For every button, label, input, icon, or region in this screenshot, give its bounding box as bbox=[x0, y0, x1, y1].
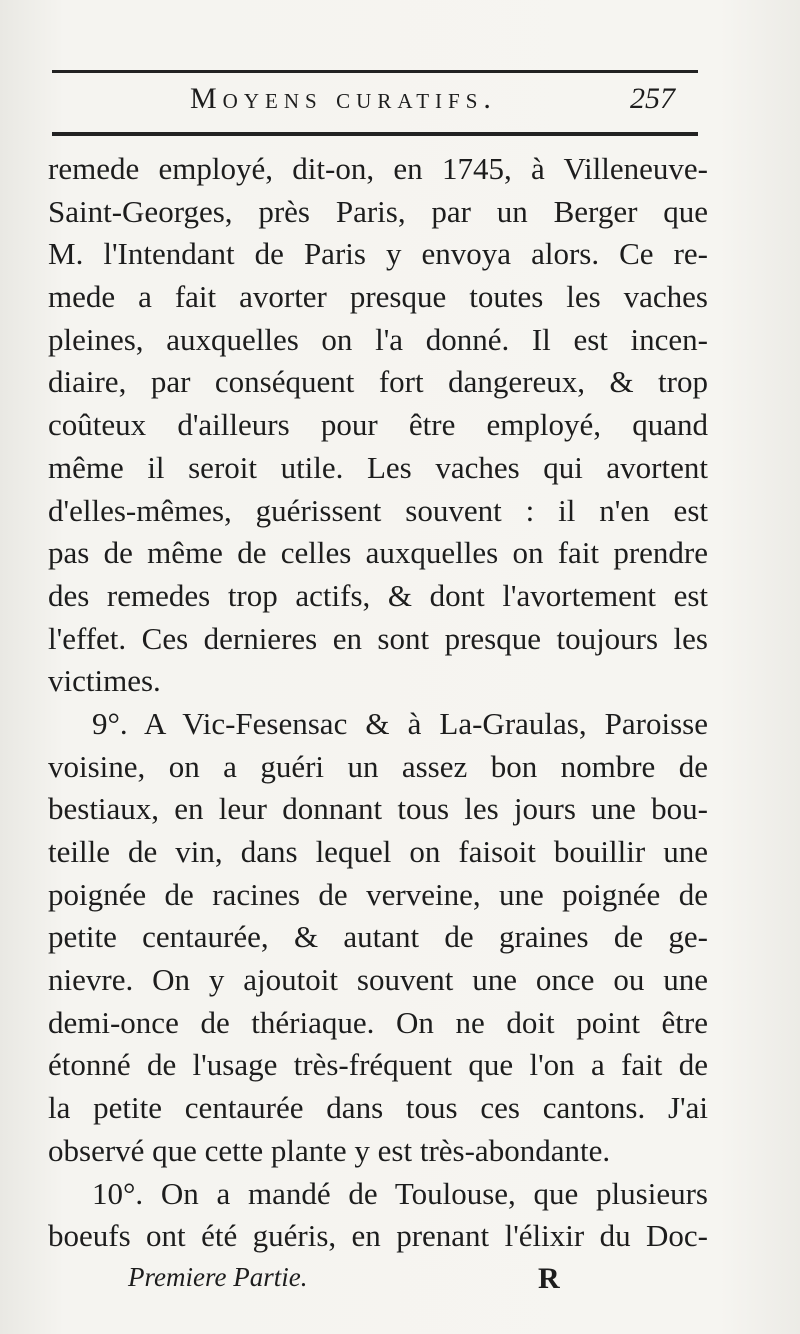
text-line: l'effet. Ces dernieres en sont presque toujours les bbox=[48, 620, 708, 656]
page-number: 257 bbox=[630, 82, 675, 115]
text-line: 10°. On a mandé de Toulouse, que plusieurs bbox=[92, 1175, 708, 1211]
header-rule-bottom bbox=[52, 132, 698, 136]
text-line: la petite centaurée dans tous ces cantons. J'ai bbox=[48, 1090, 708, 1126]
header-rule-top bbox=[52, 70, 698, 73]
text-line: demi-once de thériaque. On ne doit point être bbox=[48, 1004, 708, 1040]
text-line: poignée de racines de verveine, une poignée de bbox=[48, 876, 708, 912]
signature-mark: R bbox=[538, 1262, 560, 1295]
text-line: 9°. A Vic-Fesensac & à La-Graulas, Paroisse bbox=[92, 705, 708, 741]
text-line: d'elles-mêmes, guérissent souvent : il n'en est bbox=[48, 492, 708, 528]
text-line: des remedes trop actifs, & dont l'avortement est bbox=[48, 577, 708, 613]
signature-text: Premiere Partie. bbox=[128, 1262, 308, 1292]
text-line: pleines, auxquelles on l'a donné. Il est incen- bbox=[48, 321, 708, 357]
text-line: M. l'Intendant de Paris y envoya alors. Ce re- bbox=[48, 236, 708, 272]
text-line: bestiaux, en leur donnant tous les jours une bou- bbox=[48, 791, 708, 827]
text-line: même il seroit utile. Les vaches qui avortent bbox=[48, 449, 708, 485]
text-line: étonné de l'usage très-fréquent que l'on a fait de bbox=[48, 1047, 708, 1083]
text-line: diaire, par conséquent fort dangereux, & trop bbox=[48, 364, 708, 400]
text-line: nievre. On y ajoutoit souvent une once ou une bbox=[48, 962, 708, 998]
text-line: coûteux d'ailleurs pour être employé, quand bbox=[48, 407, 708, 443]
text-line: pas de même de celles auxquelles on fait prendre bbox=[48, 535, 708, 571]
text-line: petite centaurée, & autant de graines de ge- bbox=[48, 919, 708, 955]
body-text bbox=[48, 148, 708, 1258]
text-line: victimes. bbox=[48, 663, 161, 699]
running-title: Moyens curatifs. bbox=[190, 82, 497, 115]
text-line: remede employé, dit-on, en 1745, à Villeneuve- bbox=[48, 151, 708, 186]
text-line: Saint-Georges, près Paris, par un Berger que bbox=[48, 193, 708, 229]
text-line: voisine, on a guéri un assez bon nombre de bbox=[48, 748, 708, 784]
text-line: mede a fait avorter presque toutes les vaches bbox=[48, 279, 708, 315]
text-line: observé que cette plante y est très-abondante. bbox=[48, 1132, 611, 1168]
text-line: teille de vin, dans lequel on faisoit bouillir une bbox=[48, 834, 708, 869]
text-line: boeufs ont été guéris, en prenant l'élixir du Doc- bbox=[48, 1218, 708, 1254]
